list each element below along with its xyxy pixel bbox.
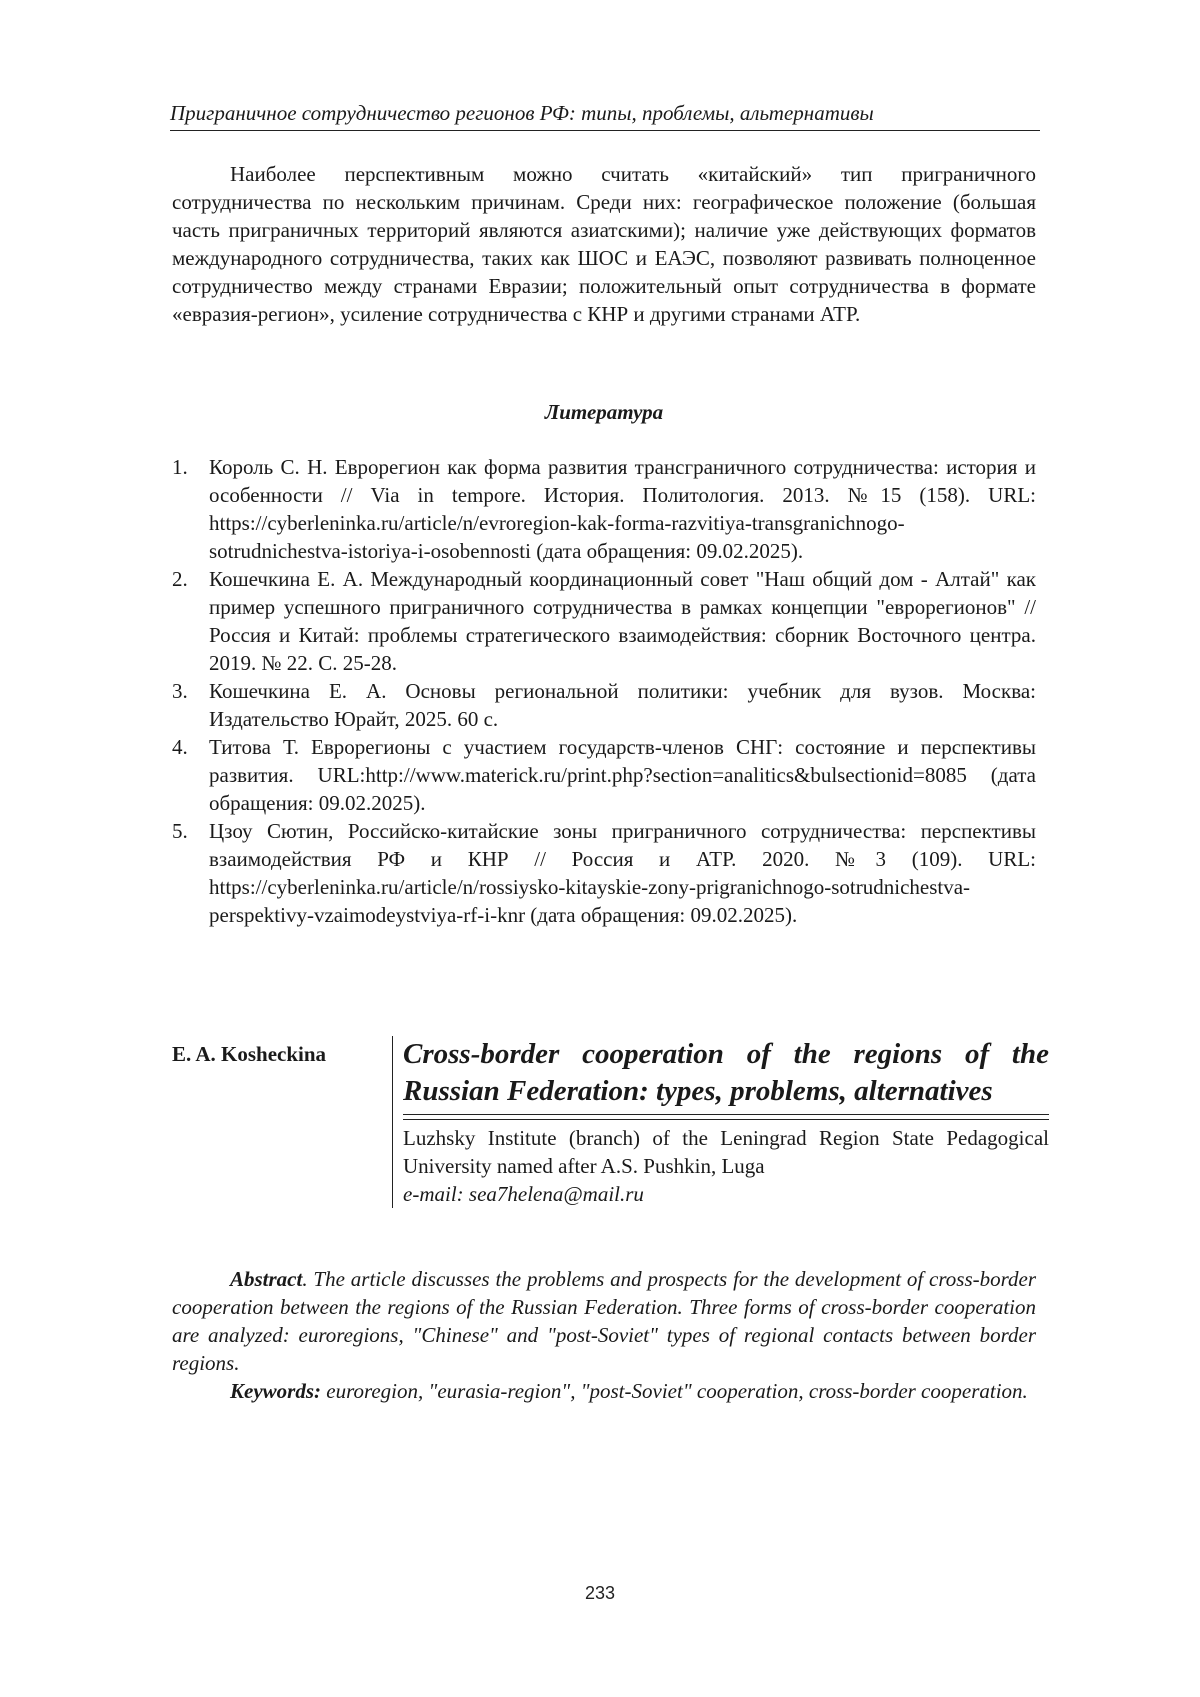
reference-item	[172, 565, 1036, 677]
reference-item	[172, 677, 1036, 733]
keywords-paragraph	[172, 1377, 1036, 1405]
title-divider	[403, 1119, 1049, 1120]
running-header: Приграничное сотрудничество регионов РФ: типы, проблемы, альтернативы	[170, 100, 1040, 131]
reference-number: 2.	[172, 567, 188, 591]
abstract-paragraph	[172, 1265, 1036, 1377]
reference-number: 3.	[172, 679, 188, 703]
reference-number: 4.	[172, 735, 188, 759]
email: e-mail: sea7helena@mail.ru	[403, 1182, 644, 1206]
keywords-text: euroregion, "eurasia-region", "post-Soviet" cooperation, cross-border cooperation.	[321, 1379, 1028, 1403]
affiliation: Luzhsky Institute (branch) of the Leningrad Region State Pedagogical University named after A.S. Pushkin, Luga	[403, 1126, 1049, 1178]
reference-text: Кошечкина Е. А. Основы региональной политики: учебник для вузов. Москва: Издательство Юрайт, 2025. 60 с.	[209, 679, 1036, 731]
english-title: Cross-border cooperation of the regions of the Russian Federation: types, problems, alternatives	[403, 1036, 1049, 1115]
page-number: 233	[584, 1583, 616, 1603]
literature-heading: Литература	[544, 400, 664, 424]
abstract-label: Abstract	[230, 1267, 303, 1291]
keywords-label: Keywords:	[230, 1379, 321, 1403]
abstract-text: . The article discusses the problems and prospects for the development of cross-border cooperation between the regions of the Russian Federation. Three forms of cross-border cooperation are analyzed: euroregions, "Chinese" and "post-Soviet" types of regional contacts between border regions.	[172, 1267, 1036, 1375]
abstract-section	[172, 1265, 1036, 1405]
reference-item	[172, 453, 1036, 565]
english-title-block	[392, 1036, 1049, 1208]
reference-text: Цзоу Сютин, Российско-китайские зоны приграничного сотрудничества: перспективы взаимодействия РФ и КНР // Россия и АТР. 2020. №3 (109). URL: https://cyberleninka.ru/article/n/rossiysko-kitayskie-zony-prigranichnogo-sotrudnichestva-perspektivy-vzaimodeystviya-rf-i-knr (дата обращения: 09.02.2025).	[209, 819, 1036, 927]
reference-text: Кошечкина Е. А. Международный координационный совет "Наш общий дом - Алтай" как пример успешного приграничного сотрудничества в рамках концепции "еврорегионов" // Россия и Китай: проблемы стратегического взаимодействия: сборник Восточного центра. 2019. № 22. С. 25-28.	[209, 567, 1036, 675]
reference-number: 1.	[172, 455, 188, 479]
body-section	[172, 160, 1036, 328]
reference-item	[172, 733, 1036, 817]
reference-list	[172, 453, 1036, 929]
author-name: E. A. Kosheckina	[172, 1042, 327, 1066]
reference-number: 5.	[172, 819, 188, 843]
body-paragraph: Наиболее перспективным можно считать «китайский» тип приграничного сотрудничества по нескольким причинам. Среди них: географическое положение (большая часть приграничных территорий являются азиатскими); наличие уже действующих форматов международного сотрудничества, таких как ШОС и ЕАЭС, позволяют развивать полноценное сотрудничество между странами Евразии; положительный опыт сотрудничества в формате «евразия-регион», усиление сотрудничества с КНР и другими странами АТР.	[172, 162, 1036, 326]
reference-text: Король С. Н. Еврорегион как форма развития трансграничного сотрудничества: история и особенности // Via in tempore. История. Политология. 2013. №15 (158). URL: https://cyberleninka.ru/article/n/evroregion-kak-forma-razvitiya-transgranichnogo-sotrudnichestva-istoriya-i-osobennosti (дата обращения: 09.02.2025).	[209, 455, 1036, 563]
reference-text: Титова Т. Еврорегионы с участием государств-членов СНГ: состояние и перспективы развития. URL:http://www.materick.ru/print.php?section=analitics&bulsectionid=8085 (дата обращения: 09.02.2025).	[209, 735, 1036, 815]
reference-item	[172, 817, 1036, 929]
